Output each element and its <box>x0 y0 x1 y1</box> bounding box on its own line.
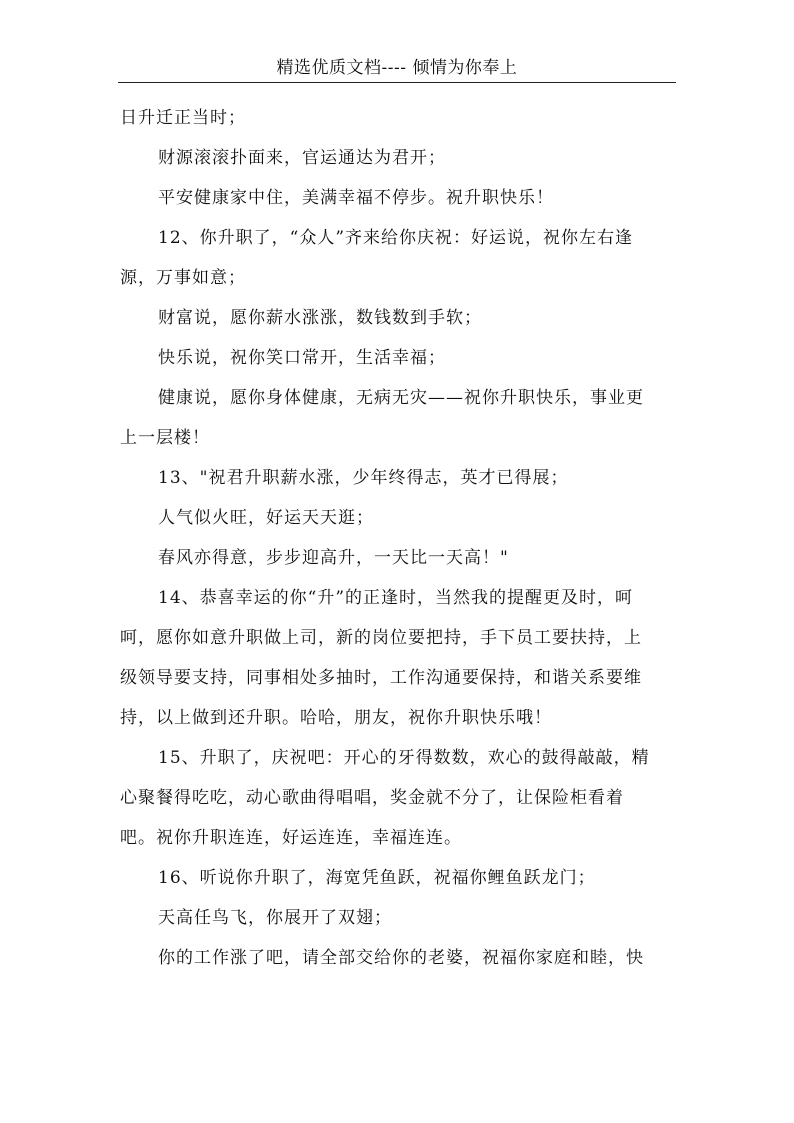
text-line: 财富说，愿你薪水涨涨，数钱数到手软； <box>158 308 482 328</box>
text-line: 健康说，愿你身体健康，无病无灾——祝你升职快乐，事业更 <box>158 388 644 408</box>
text-line: 人气似火旺，好运天天逛； <box>158 508 374 528</box>
text-line: 源，万事如意； <box>120 268 246 288</box>
text-line: 级领导要支持，同事相处多抽时，工作沟通要保持，和谐关系要维 <box>120 668 642 688</box>
text-line: 日升迁正当时； <box>120 108 246 128</box>
text-line: 13、"祝君升职薪水涨，少年终得志，英才已得展； <box>158 468 569 488</box>
text-line: 快乐说，祝你笑口常开，生活幸福； <box>158 348 446 368</box>
text-line: 财源滚滚扑面来，官运通达为君开； <box>158 148 446 168</box>
text-line: 吧。祝你升职连连，好运连连，幸福连连。 <box>120 828 462 848</box>
text-line: 天高任鸟飞，你展开了双翅； <box>158 908 392 928</box>
text-line: 14、恭喜幸运的你“升”的正逢时，当然我的提醒更及时，呵 <box>158 588 634 608</box>
text-line: 呵，愿你如意升职做上司，新的岗位要把持，手下员工要扶持，上 <box>120 628 642 648</box>
document-body <box>120 98 668 978</box>
text-line: 15、升职了，庆祝吧：开心的牙得数数，欢心的鼓得敲敲，精 <box>158 748 650 768</box>
text-line: 12、你升职了，“众人”齐来给你庆祝：好运说，祝你左右逢 <box>158 228 634 248</box>
text-line: 你的工作涨了吧，请全部交给你的老婆，祝福你家庭和睦，快 <box>158 948 644 968</box>
text-line: 持，以上做到还升职。哈哈，朋友，祝你升职快乐哦！ <box>120 708 552 728</box>
text-line: 上一层楼！ <box>120 428 210 448</box>
text-line: 春风亦得意，步步迎高升，一天比一天高！" <box>158 548 509 568</box>
text-line: 16、听说你升职了，海宽凭鱼跃，祝福你鲤鱼跃龙门； <box>158 868 596 888</box>
text-line: 心聚餐得吃吃，动心歌曲得唱唱，奖金就不分了，让保险柜看着 <box>120 788 624 808</box>
text-line: 平安健康家中住，美满幸福不停步。祝升职快乐！ <box>158 188 554 208</box>
page-header: 精选优质文档---- 倾情为你奉上 <box>118 54 676 83</box>
